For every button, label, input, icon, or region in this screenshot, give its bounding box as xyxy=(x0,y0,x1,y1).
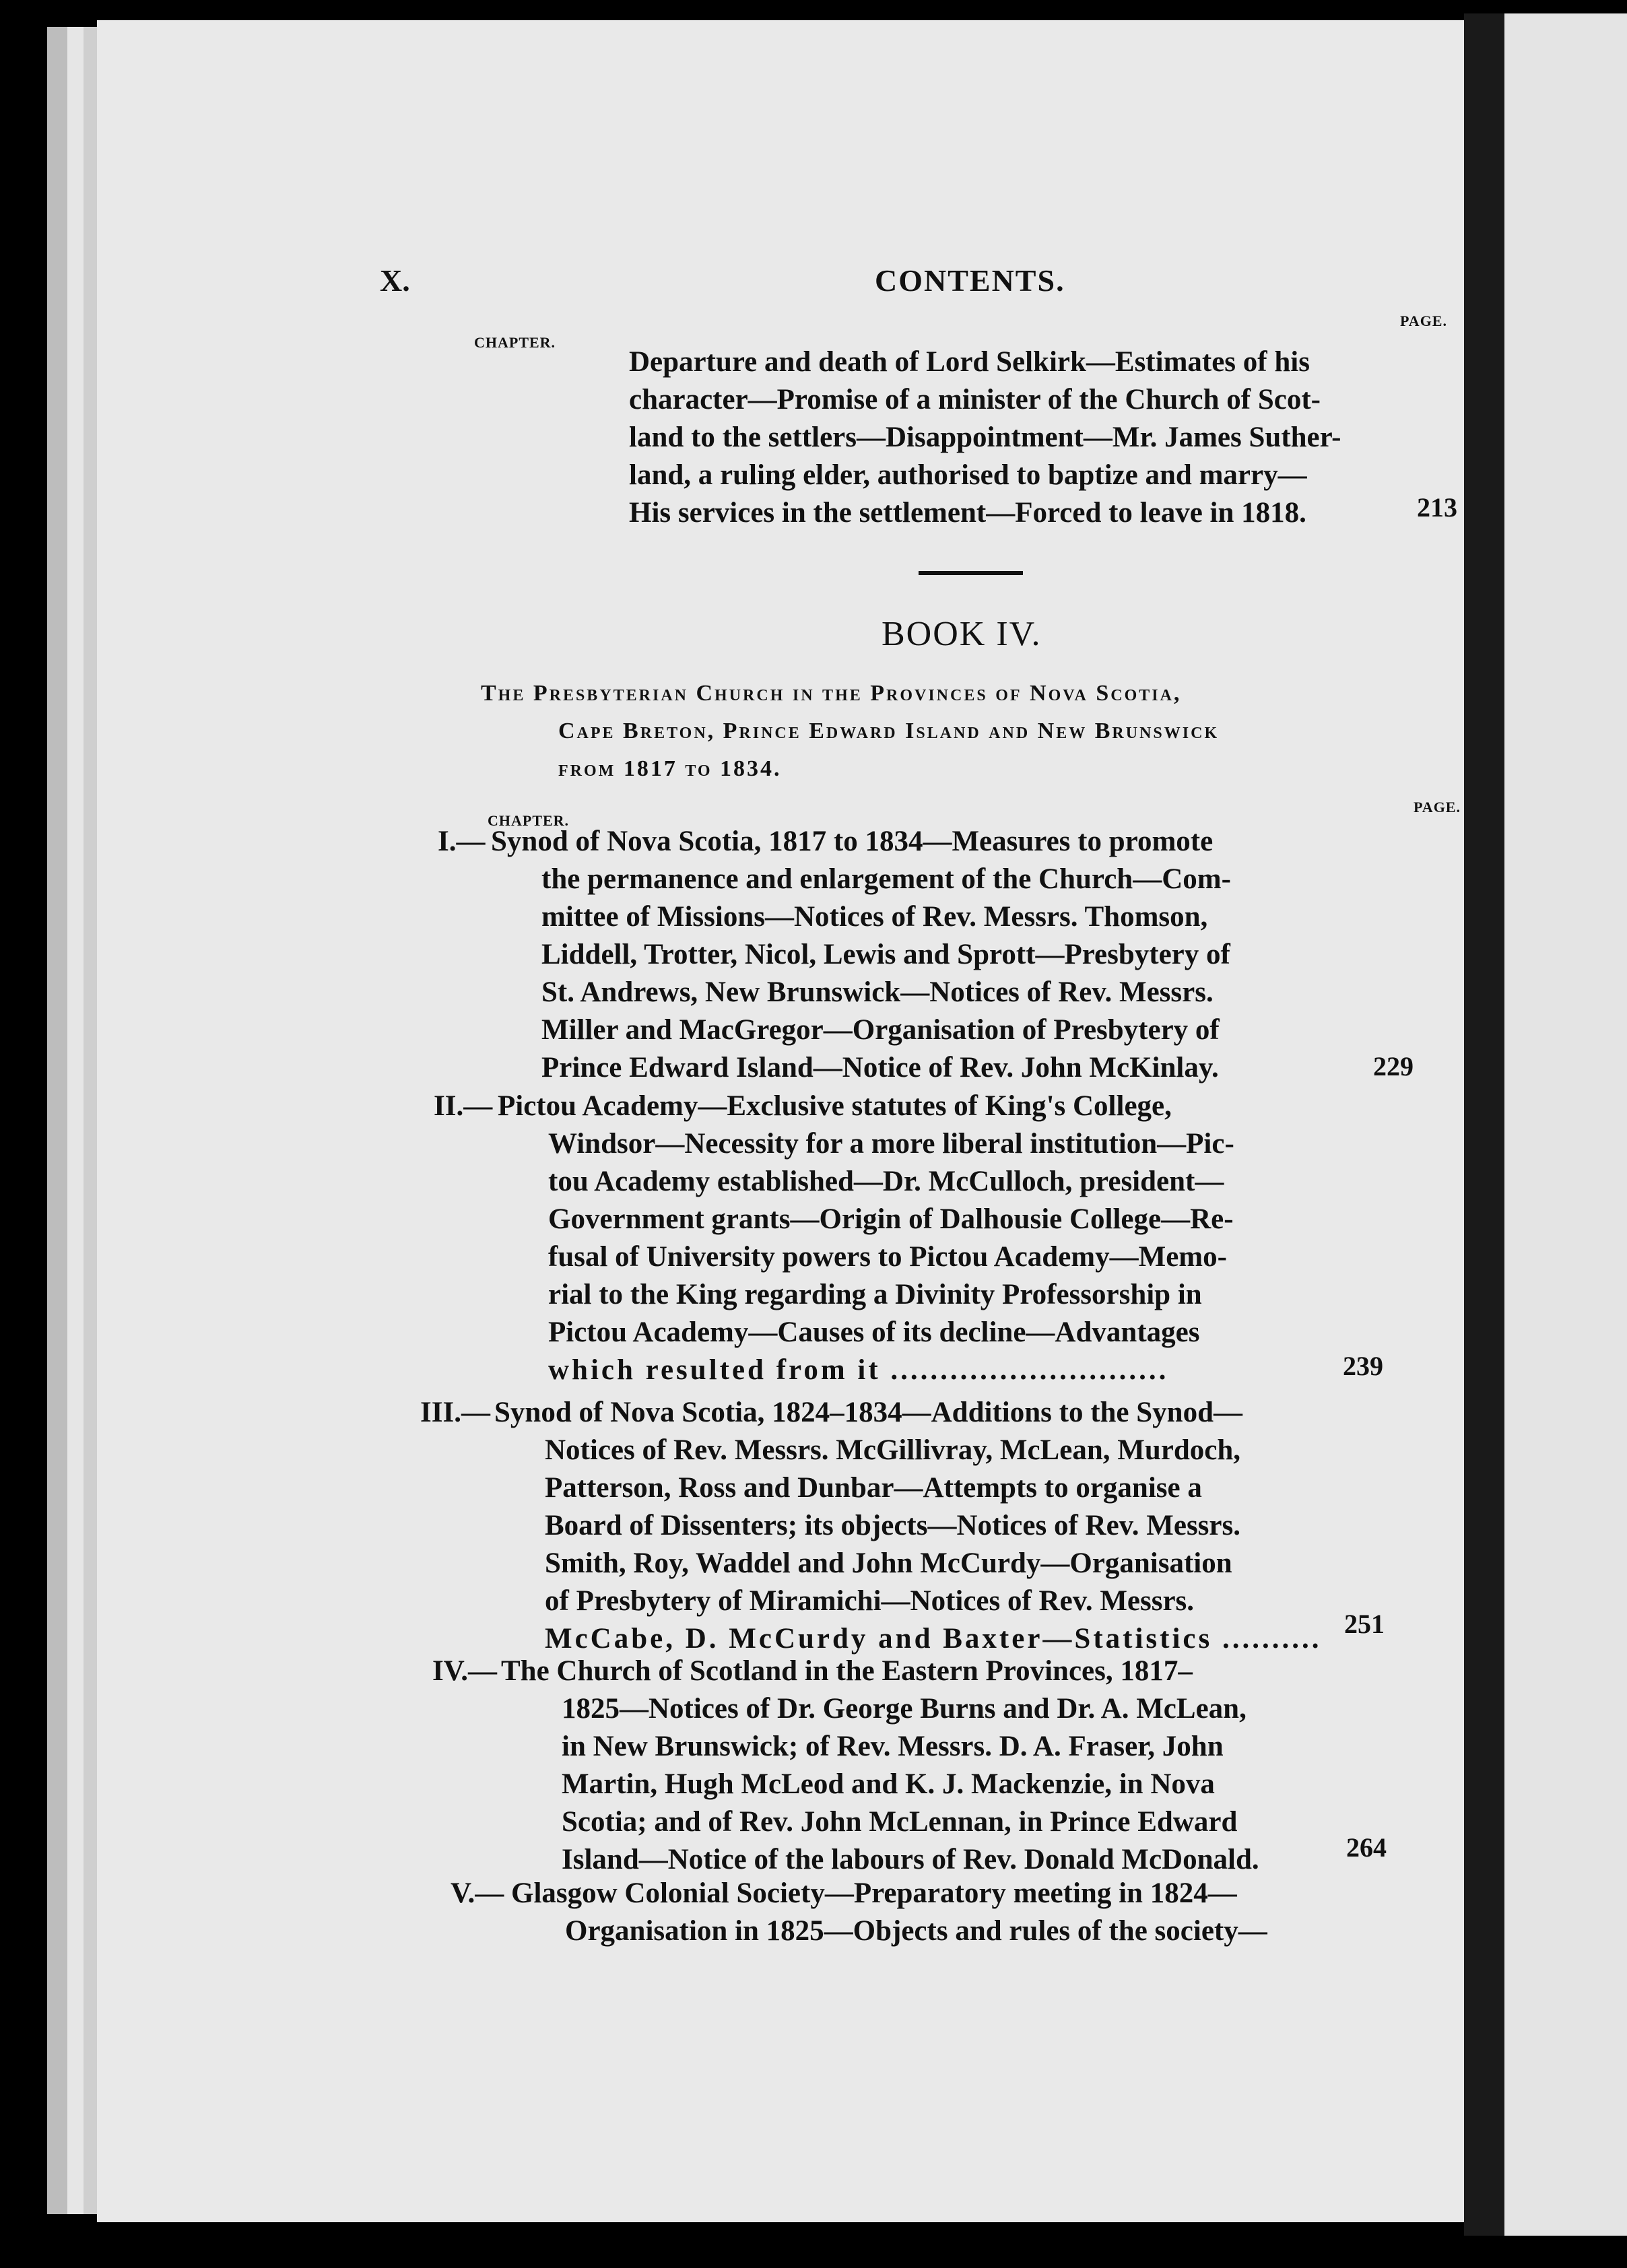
entry-line: land, a ruling elder, authorised to baptize and marry— xyxy=(629,459,1307,491)
chapter-numeral: III.— xyxy=(420,1397,490,1428)
subtitle-line: Cape Breton, Prince Edward Island and New Brunswick xyxy=(558,719,1220,743)
entry-line: Organisation in 1825—Objects and rules of the society— xyxy=(565,1915,1267,1947)
section-divider xyxy=(919,571,1023,575)
entry-line: character—Promise of a minister of the Church of Scot- xyxy=(629,384,1321,415)
entry-line: land to the settlers—Disappointment—Mr. James Suther- xyxy=(629,422,1341,453)
entry-line: Prince Edward Island—Notice of Rev. John McKinlay. xyxy=(541,1052,1219,1083)
entry-line: in New Brunswick; of Rev. Messrs. D. A. Fraser, John xyxy=(562,1731,1224,1762)
entry-line: Patterson, Ross and Dunbar—Attempts to organise a xyxy=(545,1472,1202,1504)
chapter-numeral: II.— xyxy=(434,1090,493,1122)
page-numeral: X. xyxy=(380,263,410,298)
page-stack-edge xyxy=(47,27,67,2214)
entry-line: Pictou Academy—Causes of its decline—Advantages xyxy=(548,1316,1200,1348)
book-heading: BOOK IV. xyxy=(882,615,1042,653)
entry-line: Notices of Rev. Messrs. McGillivray, McLean, Murdoch, xyxy=(545,1434,1240,1466)
entry-line: mittee of Missions—Notices of Rev. Messrs. Thomson, xyxy=(541,901,1208,933)
book-gutter xyxy=(1464,13,1504,2236)
entry-line: Glasgow Colonial Society—Preparatory meeting in 1824— xyxy=(511,1877,1237,1909)
entry-line: fusal of University powers to Pictou Academy—Memo- xyxy=(548,1241,1227,1273)
book-subtitle xyxy=(481,675,1484,788)
entry-line: Miller and MacGregor—Organisation of Presbytery of xyxy=(541,1014,1220,1046)
page-label: PAGE. xyxy=(1400,312,1447,329)
page-stack-edge xyxy=(84,27,97,2214)
page-stack-edge xyxy=(67,27,84,2214)
facing-page-fragment xyxy=(1504,13,1627,2236)
subtitle-line: The Presbyterian Church in the Provinces of Nova Scotia, xyxy=(481,681,1182,706)
book-page xyxy=(97,20,1464,2222)
entry-line: Scotia; and of Rev. John McLennan, in Prince Edward xyxy=(562,1806,1238,1838)
chapter-numeral: I.— xyxy=(438,826,486,857)
running-title: CONTENTS. xyxy=(875,263,1065,298)
page-number: 264 xyxy=(1346,1832,1387,1863)
entry-line: rial to the King regarding a Divinity Professorship in xyxy=(548,1279,1202,1310)
entry-line: Government grants—Origin of Dalhousie College—Re- xyxy=(548,1203,1234,1235)
entry-line: Departure and death of Lord Selkirk—Estimates of his xyxy=(629,346,1310,378)
chapter-numeral: IV.— xyxy=(432,1655,497,1687)
entry-line: Smith, Roy, Waddel and John McCurdy—Organisation xyxy=(545,1547,1232,1579)
chapter-label: CHAPTER. xyxy=(474,334,556,351)
entry-line: Liddell, Trotter, Nicol, Lewis and Sprott—Presbytery of xyxy=(541,939,1230,970)
entry-line: Martin, Hugh McLeod and K. J. Mackenzie, in Nova xyxy=(562,1768,1215,1800)
page-number: 251 xyxy=(1344,1609,1385,1639)
chapter-label: CHAPTER. xyxy=(488,812,570,829)
continued-entry xyxy=(629,343,1471,532)
chapter-numeral: V.— xyxy=(451,1877,504,1909)
entry-line: Pictou Academy—Exclusive statutes of King's College, xyxy=(498,1090,1172,1122)
entry-line: Synod of Nova Scotia, 1817 to 1834—Measures to promote xyxy=(491,826,1214,857)
page-label: PAGE. xyxy=(1414,799,1461,815)
entry-line: Board of Dissenters; its objects—Notices of Rev. Messrs. xyxy=(545,1510,1240,1541)
page-number: 239 xyxy=(1343,1351,1383,1381)
entry-line: Windsor—Necessity for a more liberal institution—Pic- xyxy=(548,1128,1234,1160)
subtitle-line: from 1817 to 1834. xyxy=(558,756,782,781)
entry-line: Synod of Nova Scotia, 1824–1834—Additions to the Synod— xyxy=(494,1397,1243,1428)
entry-line: tou Academy established—Dr. McCulloch, president— xyxy=(548,1166,1224,1197)
entry-line: St. Andrews, New Brunswick—Notices of Rev. Messrs. xyxy=(541,976,1214,1008)
entry-line: His services in the settlement—Forced to leave in 1818. xyxy=(629,497,1306,529)
entry-line: which resulted from it ............................ xyxy=(548,1354,1169,1386)
entry-line: The Church of Scotland in the Eastern Provinces, 1817– xyxy=(501,1655,1193,1687)
entry-line: the permanence and enlargement of the Church—Com- xyxy=(541,863,1231,895)
entry-line: McCabe, D. McCurdy and Baxter—Statistics .......... xyxy=(545,1623,1322,1655)
entry-line: of Presbytery of Miramichi—Notices of Rev. Messrs. xyxy=(545,1585,1195,1617)
page-number: 229 xyxy=(1373,1051,1414,1081)
entry-line: Island—Notice of the labours of Rev. Donald McDonald. xyxy=(562,1844,1259,1875)
entry-line: 1825—Notices of Dr. George Burns and Dr. A. McLean, xyxy=(562,1693,1247,1725)
page-number: 213 xyxy=(1417,492,1457,523)
